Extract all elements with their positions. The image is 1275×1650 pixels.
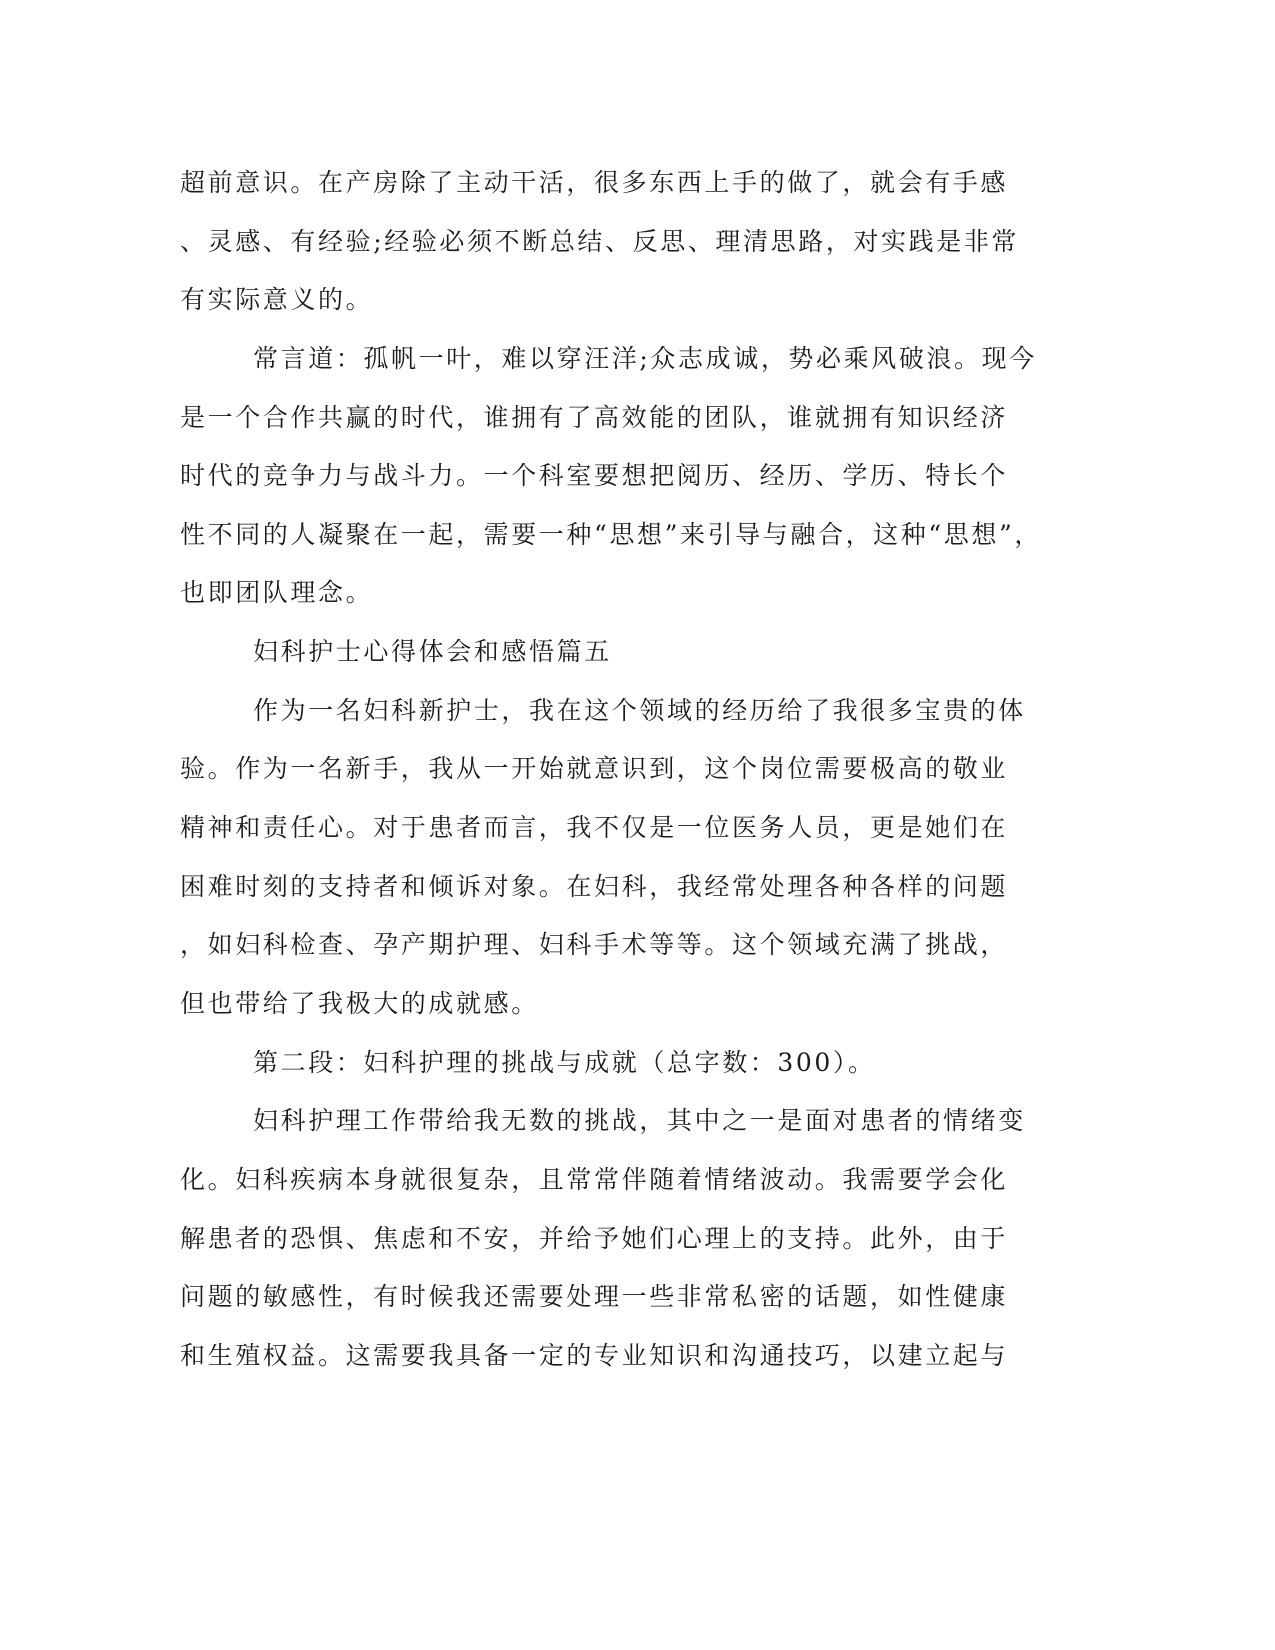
document-body [180,154,1060,1385]
paragraph [180,154,1060,330]
text-line: 和生殖权益。这需要我具备一定的专业知识和沟通技巧，以建立起与 [180,1340,1009,1370]
text-line: 超前意识。在产房除了主动干活，很多东西上手的做了，就会有手感 [180,168,1009,197]
paragraph [180,330,1060,623]
text-line: 、灵感、有经验;经验必须不断总结、反思、理清思路，对实践是非常 [180,226,1020,256]
text-line: 问题的敏感性，有时候我还需要处理一些非常私密的话题，如性健康 [180,1282,1009,1312]
paragraph [180,682,1060,1034]
text-line: 化。妇科疾病本身就很复杂，且常常伴随着情绪波动。我需要学会化 [180,1164,1009,1194]
section-subheading [180,1034,1060,1093]
section-heading [180,623,1060,682]
text-line: 常言道：孤帆一叶，难以穿汪洋;众志成诚，势必乘风破浪。现今 [253,343,1037,373]
text-line: 也即团队理念。 [180,578,374,608]
heading-line: 妇科护士心得体会和感悟篇五 [253,637,612,667]
text-line: 验。作为一名新手，我从一开始就意识到，这个岗位需要极高的敬业 [180,754,1009,784]
paragraph [180,1092,1060,1385]
text-line: 时代的竞争力与战斗力。一个科室要想把阅历、经历、学历、特长个 [180,461,1009,491]
text-line: 精神和责任心。对于患者而言，我不仅是一位医务人员，更是她们在 [180,813,1009,843]
text-line: 性不同的人凝聚在一起，需要一种“思想”来引导与融合，这种“思想”， [180,519,1042,549]
text-line: 有实际意义的。 [180,285,374,315]
subheading-line: 第二段：妇科护理的挑战与成就（总字数：300）。 [253,1047,876,1077]
text-line: 是一个合作共赢的时代，谁拥有了高效能的团队，谁就拥有知识经济 [180,402,1009,432]
text-line: 但也带给了我极大的成就感。 [180,988,539,1018]
text-line: 解患者的恐惧、焦虑和不安，并给予她们心理上的支持。此外，由于 [180,1223,1009,1253]
text-line: ，如妇科检查、孕产期护理、妇科手术等等。这个领域充满了挑战， [180,930,1009,960]
text-line: 妇科护理工作带给我无数的挑战，其中之一是面对患者的情绪变 [253,1106,1026,1136]
text-line: 作为一名妇科新护士，我在这个领域的经历给了我很多宝贵的体 [253,695,1026,725]
text-line: 困难时刻的支持者和倾诉对象。在妇科，我经常处理各种各样的问题 [180,871,1009,901]
